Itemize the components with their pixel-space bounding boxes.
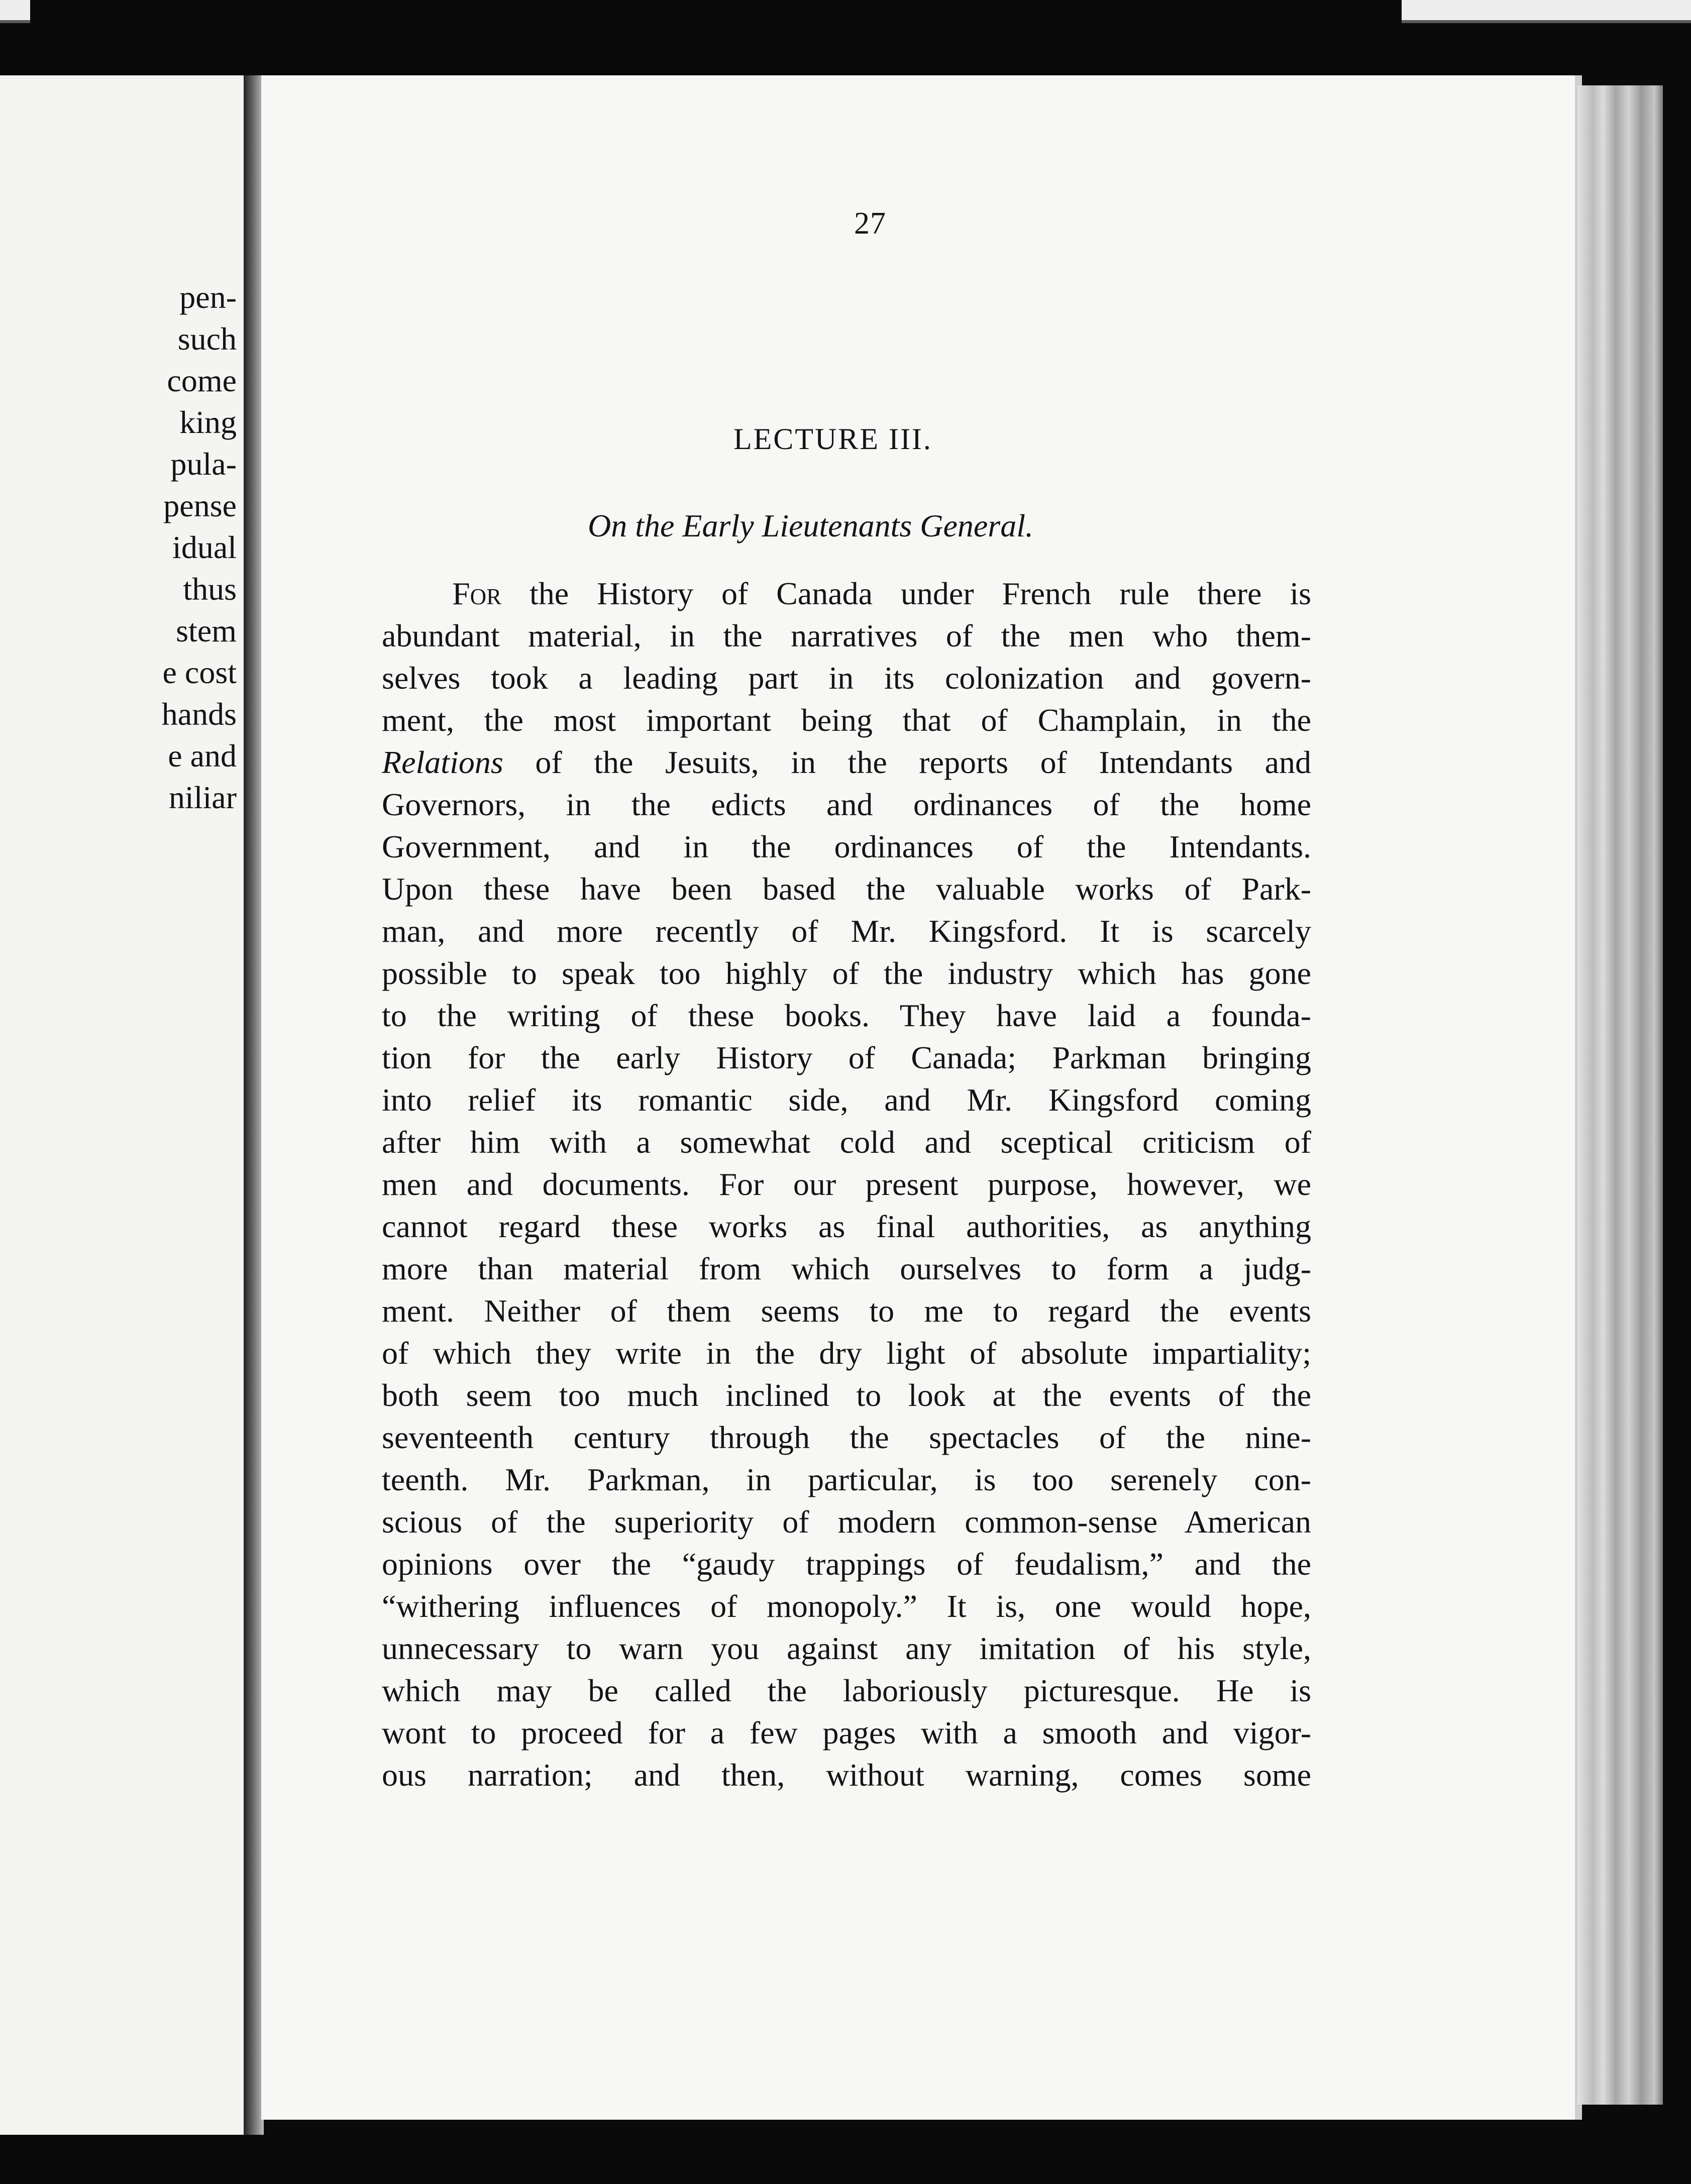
left-fragment: thus	[183, 571, 237, 607]
text-line: into relief its romantic side, and Mr. Kingsford coming	[382, 1082, 1311, 1118]
text-line: ous narration; and then, without warning, comes some	[382, 1757, 1311, 1793]
left-fragment: hands	[161, 696, 237, 732]
text-line: teenth. Mr. Parkman, in particular, is too serenely con-	[382, 1462, 1311, 1497]
left-fragment: king	[179, 404, 237, 440]
text-line: possible to speak too highly of the industry which has gone	[382, 955, 1311, 991]
text-line: more than material from which ourselves to form a judg-	[382, 1251, 1311, 1286]
text-line: Governors, in the edicts and ordinances of the home	[382, 787, 1311, 822]
italic-word: Relations	[382, 744, 503, 780]
left-fragment: e and	[168, 738, 237, 774]
text-line: to the writing of these books. They have laid a founda-	[382, 998, 1311, 1033]
left-fragment: e cost	[162, 654, 237, 690]
text-line	[382, 573, 1311, 615]
left-fragment: pula-	[170, 446, 237, 482]
left-page-text-fragments	[162, 276, 237, 818]
drop-word: For	[452, 576, 502, 611]
left-fragment: such	[177, 321, 237, 357]
text-line: unnecessary to warn you against any imitation of his style,	[382, 1630, 1311, 1666]
text-line: ment. Neither of them seems to me to regard the events	[382, 1293, 1311, 1329]
text-line: abundant material, in the narratives of the men who them-	[382, 618, 1311, 653]
text-line: opinions over the “gaudy trappings of feudalism,” and the	[382, 1546, 1311, 1582]
text-line: cannot regard these works as final authorities, as anything	[382, 1209, 1311, 1244]
text-line: after him with a somewhat cold and sceptical criticism of	[382, 1124, 1311, 1160]
lecture-heading: LECTURE III.	[733, 422, 932, 456]
text-line: both seem too much inclined to look at the events of the	[382, 1377, 1311, 1413]
left-fragment: pense	[163, 488, 237, 523]
text-line: men and documents. For our present purpose, however, we	[382, 1166, 1311, 1202]
text-line: tion for the early History of Canada; Parkman bringing	[382, 1040, 1311, 1075]
scan-top-edge-right	[1402, 0, 1691, 23]
text-line: of which they write in the dry light of absolute impartiality;	[382, 1335, 1311, 1371]
text-line: scious of the superiority of modern common-sense American	[382, 1504, 1311, 1540]
scan-top-edge-left	[0, 0, 30, 23]
text-line: Upon these have been based the valuable works of Park-	[382, 871, 1311, 907]
left-fragment: stem	[176, 613, 237, 648]
lecture-subtitle: On the Early Lieutenants General.	[588, 508, 1033, 543]
left-fragment: niliar	[168, 780, 237, 815]
text-line: “withering influences of monopoly.” It is, one would hope,	[382, 1588, 1311, 1624]
text-span: the History of Canada under French rule there is	[501, 576, 1311, 611]
body-text	[382, 573, 1311, 1796]
text-line: ment, the most important being that of Champlain, in the	[382, 702, 1311, 738]
book-gutter	[244, 75, 264, 2135]
text-line: man, and more recently of Mr. Kingsford. It is scarcely	[382, 913, 1311, 949]
page-number: 27	[854, 206, 886, 241]
text-line: which may be called the laboriously picturesque. He is	[382, 1673, 1311, 1708]
left-fragment: come	[167, 363, 237, 398]
text-line: selves took a leading part in its colonization and govern-	[382, 660, 1311, 696]
left-page	[0, 75, 244, 2135]
left-fragment: idual	[172, 529, 237, 565]
text-span: of the Jesuits, in the reports of Intendants and	[503, 744, 1311, 780]
left-fragment: pen-	[179, 279, 237, 315]
page-stack-edge	[1577, 85, 1663, 2105]
text-line: Government, and in the ordinances of the Intendants.	[382, 829, 1311, 864]
text-line	[382, 741, 1311, 784]
text-line: wont to proceed for a few pages with a smooth and vigor-	[382, 1715, 1311, 1751]
scan-bottom-edge	[0, 2135, 1691, 2184]
text-line: seventeenth century through the spectacles of the nine-	[382, 1419, 1311, 1455]
